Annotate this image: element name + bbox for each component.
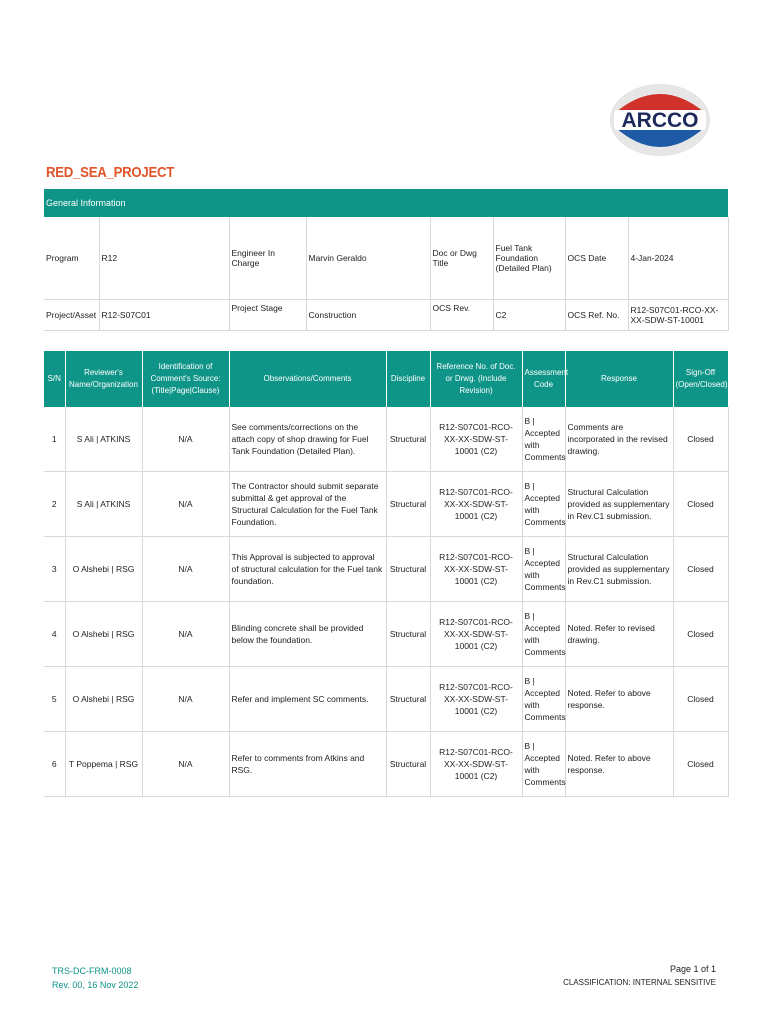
cell-source: N/A [142, 602, 229, 667]
header-reviewer: Reviewer's Name/Organization [65, 351, 142, 407]
project-asset-value: R12-S07C01 [99, 300, 229, 331]
footer-page-info [563, 962, 716, 990]
comments-table [44, 351, 729, 797]
cell-sn: 6 [44, 732, 65, 797]
cell-observation: The Contractor should submit separate submittal & get approval of the Structural Calculation for the Fuel Tank Foundation. [229, 472, 386, 537]
cell-response: Noted. Refer to revised drawing. [565, 602, 673, 667]
cell-reviewer: O Alshebi | RSG [65, 537, 142, 602]
cell-discipline: Structural [386, 537, 430, 602]
footer-form-info [52, 964, 138, 992]
cell-reference: R12-S07C01-RCO-XX-XX-SDW-ST-10001 (C2) [430, 472, 522, 537]
form-code: TRS-DC-FRM-0008 [52, 966, 132, 976]
logo-text: ARCCO [621, 109, 699, 132]
cell-discipline: Structural [386, 732, 430, 797]
doc-title-value: Fuel Tank Foundation (Detailed Plan) [493, 217, 565, 300]
cell-observation: See comments/corrections on the attach copy of shop drawing for Fuel Tank Foundation (Detailed Plan). [229, 407, 386, 472]
cell-signoff: Closed [673, 407, 728, 472]
cell-sn: 4 [44, 602, 65, 667]
doc-title-label: Doc or Dwg Title [430, 217, 493, 300]
program-value: R12 [99, 217, 229, 300]
cell-reference: R12-S07C01-RCO-XX-XX-SDW-ST-10001 (C2) [430, 407, 522, 472]
cell-assessment: B | Accepted with Comments [522, 667, 565, 732]
ocs-date-label: OCS Date [565, 217, 628, 300]
table-row [44, 472, 728, 537]
ocs-date-value: 4-Jan-2024 [628, 217, 728, 300]
cell-reference: R12-S07C01-RCO-XX-XX-SDW-ST-10001 (C2) [430, 667, 522, 732]
project-title: RED_SEA_PROJECT [46, 164, 175, 181]
info-row-2 [44, 300, 728, 331]
ocs-ref-value: R12-S07C01-RCO-XX-XX-SDW-ST-10001 [628, 300, 728, 331]
general-info-header: General Information [44, 189, 728, 217]
cell-source: N/A [142, 537, 229, 602]
cell-sn: 1 [44, 407, 65, 472]
cell-reviewer: O Alshebi | RSG [65, 602, 142, 667]
cell-reviewer: O Alshebi | RSG [65, 667, 142, 732]
cell-reviewer: T Poppema | RSG [65, 732, 142, 797]
cell-reference: R12-S07C01-RCO-XX-XX-SDW-ST-10001 (C2) [430, 602, 522, 667]
ocs-ref-label: OCS Ref. No. [565, 300, 628, 331]
cell-source: N/A [142, 732, 229, 797]
ocs-rev-value: C2 [493, 300, 565, 331]
cell-assessment: B | Accepted with Comments [522, 472, 565, 537]
page-number: Page 1 of 1 [669, 964, 716, 974]
cell-source: N/A [142, 407, 229, 472]
cell-sn: 3 [44, 537, 65, 602]
header-assessment: Assessment Code [522, 351, 565, 407]
header-sn: S/N [44, 351, 65, 407]
cell-sn: 5 [44, 667, 65, 732]
cell-signoff: Closed [673, 732, 728, 797]
table-row [44, 732, 728, 797]
cell-response: Comments are incorporated in the revised drawing. [565, 407, 673, 472]
header-observations: Observations/Comments [229, 351, 386, 407]
cell-reviewer: S Ali | ATKINS [65, 407, 142, 472]
cell-reviewer: S Ali | ATKINS [65, 472, 142, 537]
classification-label: CLASSIFICATION: INTERNAL SENSITIVE [563, 978, 716, 987]
project-stage-value: Construction [306, 300, 430, 331]
engineer-value: Marvin Geraldo [306, 217, 430, 300]
header-reference: Reference No. of Doc. or Drwg. (Include Revision) [430, 351, 522, 407]
cell-assessment: B | Accepted with Comments [522, 407, 565, 472]
cell-observation: Blinding concrete shall be provided below the foundation. [229, 602, 386, 667]
cell-discipline: Structural [386, 667, 430, 732]
cell-signoff: Closed [673, 537, 728, 602]
comments-header-row [44, 351, 728, 407]
cell-assessment: B | Accepted with Comments [522, 732, 565, 797]
header-source: Identification of Comment's Source: (Title|Page|Clause) [142, 351, 229, 407]
table-row [44, 667, 728, 732]
cell-response: Structural Calculation provided as supplementary in Rev.C1 submission. [565, 537, 673, 602]
cell-reference: R12-S07C01-RCO-XX-XX-SDW-ST-10001 (C2) [430, 732, 522, 797]
arcco-logo [608, 82, 712, 158]
ocs-rev-label: OCS Rev. [430, 300, 493, 331]
project-stage-label: Project Stage [229, 300, 306, 331]
cell-observation: Refer to comments from Atkins and RSG. [229, 732, 386, 797]
cell-sn: 2 [44, 472, 65, 537]
cell-discipline: Structural [386, 602, 430, 667]
cell-assessment: B | Accepted with Comments [522, 537, 565, 602]
header-response: Response [565, 351, 673, 407]
cell-discipline: Structural [386, 472, 430, 537]
cell-response: Noted. Refer to above response. [565, 732, 673, 797]
cell-signoff: Closed [673, 602, 728, 667]
project-asset-label: Project/Asset [44, 300, 99, 331]
table-row [44, 407, 728, 472]
general-info-table [44, 217, 729, 331]
header-discipline: Discipline [386, 351, 430, 407]
info-row-1 [44, 217, 728, 300]
cell-observation: This Approval is subjected to approval of structural calculation for the Fuel tank foundation. [229, 537, 386, 602]
table-row [44, 602, 728, 667]
cell-signoff: Closed [673, 472, 728, 537]
header-signoff: Sign-Off (Open/Closed) [673, 351, 728, 407]
cell-source: N/A [142, 472, 229, 537]
engineer-label: Engineer In Charge [229, 217, 306, 300]
cell-source: N/A [142, 667, 229, 732]
program-label: Program [44, 217, 99, 300]
cell-signoff: Closed [673, 667, 728, 732]
cell-response: Structural Calculation provided as supplementary in Rev.C1 submission. [565, 472, 673, 537]
cell-assessment: B | Accepted with Comments [522, 602, 565, 667]
cell-discipline: Structural [386, 407, 430, 472]
cell-reference: R12-S07C01-RCO-XX-XX-SDW-ST-10001 (C2) [430, 537, 522, 602]
cell-response: Noted. Refer to above response. [565, 667, 673, 732]
cell-observation: Refer and implement SC comments. [229, 667, 386, 732]
form-revision: Rev. 00, 16 Nov 2022 [52, 980, 139, 990]
table-row [44, 537, 728, 602]
